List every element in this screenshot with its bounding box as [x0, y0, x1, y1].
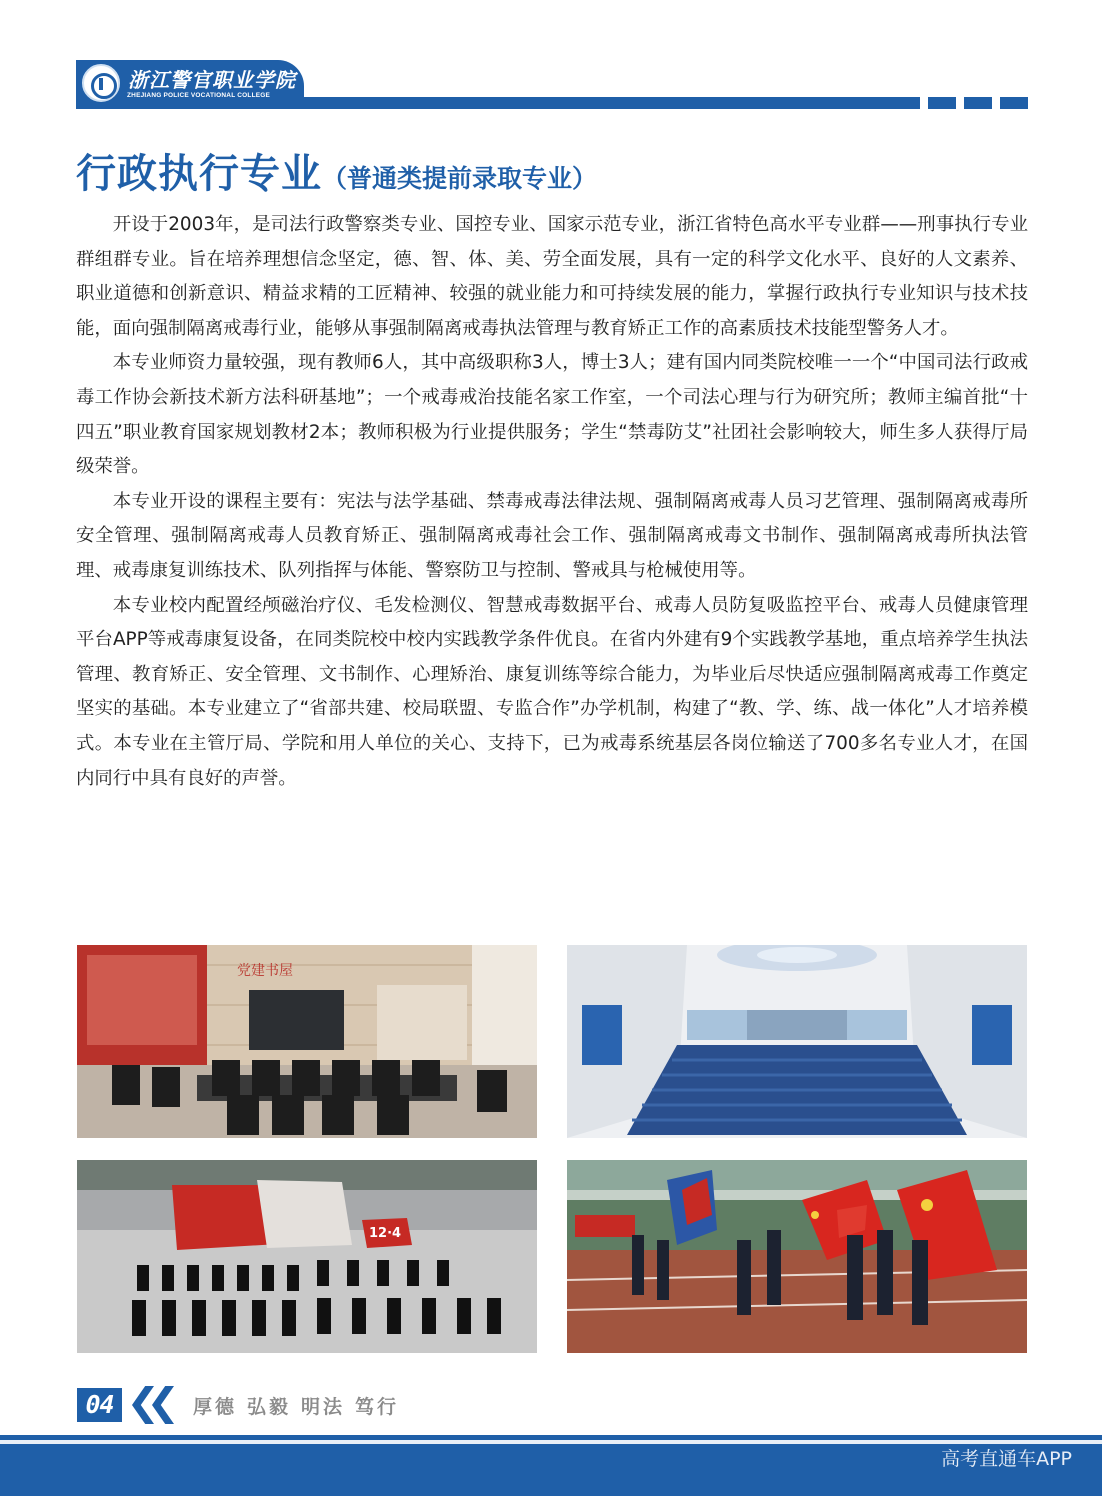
header-square-3: [1000, 97, 1028, 109]
motto-word: 弘毅: [247, 1396, 292, 1418]
photo-flag-procession: [567, 1160, 1027, 1353]
auditorium-illustration: [567, 945, 1027, 1138]
photo-flag-ceremony: [77, 1160, 537, 1353]
party-room-sign: 党建书屋: [237, 963, 293, 979]
ceremony-board-text: 12·4: [369, 1226, 402, 1241]
school-motto: [193, 1392, 409, 1419]
paragraph-courses: 本专业开设的课程主要有：宪法与法学基础、禁毒戒毒法律法规、强制隔离戒毒人员习艺管理、强制隔离戒毒所安全管理、强制隔离戒毒人员教育矫正、强制隔离戒毒社会工作、强制隔离戒毒文书制作、强制隔离戒毒所执法管理、戒毒康复训练技术、队列指挥与体能、警察防卫与控制、警戒具与枪械使用等。: [76, 490, 1028, 581]
college-name-en: ZHEJIANG POLICE VOCATIONAL COLLEGE: [127, 92, 271, 99]
watermark: 高考直通车APP: [941, 1448, 1072, 1470]
paragraph-faculty: 本专业师资力量较强，现有教师6人，其中高级职称3人，博士3人；建有国内同类院校唯一一个“中国司法行政戒毒工作协会新技术新方法科研基地”；一个戒毒戒治技能名家工作室，一个司法心理与行为研究所；教师主编首批“十四五”职业教育国家规划教材2本；教师积极为行业提供服务；学生“禁毒防艾”社团社会影响较大，师生多人获得厅局级荣誉。: [76, 352, 1028, 478]
header-square-1: [928, 97, 956, 109]
reading-room-illustration: [77, 945, 537, 1138]
page-number: 04: [77, 1388, 122, 1422]
flag-ceremony-illustration: [77, 1160, 537, 1353]
motto-word: 厚德: [193, 1396, 238, 1418]
chevron-left-icon: [132, 1386, 154, 1424]
paragraph-intro: 开设于2003年，是司法行政警察类专业、国控专业、国家示范专业，浙江省特色高水平专业群——刑事执行专业群组群专业。旨在培养理想信念坚定，德、智、体、美、劳全面发展，具有一定的科学文化水平、良好的人文素养、职业道德和创新意识、精益求精的工匠精神、较强的就业能力和可持续发展的能力，掌握行政执行专业知识与技术技能，面向强制隔离戒毒行业，能够从事强制隔离戒毒执法管理与教育矫正工作的高素质技术技能型警务人才。: [76, 214, 1028, 339]
page-title: [76, 142, 597, 199]
photo-auditorium: [567, 945, 1027, 1138]
photo-party-reading-room: [77, 945, 537, 1138]
footer-band: [0, 1444, 1102, 1496]
college-emblem-icon: [82, 64, 120, 102]
flag-procession-illustration: [567, 1160, 1027, 1353]
motto-word: 笃行: [355, 1396, 400, 1418]
title-subtitle: （普通类提前录取专业）: [322, 164, 598, 193]
motto-word: 明法: [301, 1396, 346, 1418]
title-main: 行政执行专业: [76, 151, 322, 197]
paragraph-facilities: 本专业校内配置经颅磁治疗仪、毛发检测仪、智慧戒毒数据平台、戒毒人员防复吸监控平台、戒毒人员健康管理平台APP等戒毒康复设备，在同类院校中校内实践教学条件优良。在省内外建有9个实践教学基地，重点培养学生执法管理、教育矫正、安全管理、文书制作、心理矫治、康复训练等综合能力，为毕业后尽快适应强制隔离戒毒工作奠定坚实的基础。本专业建立了“省部共建、校局联盟、专监合作”办学机制，构建了“教、学、练、战一体化”人才培养模式。本专业在主管厅局、学院和用人单位的关心、支持下，已为戒毒系统基层各岗位输送了700多名专业人才，在国内同行中具有良好的声誉。: [76, 594, 1028, 789]
chevron-left-icon: [152, 1386, 174, 1424]
body-text: [76, 208, 1028, 796]
college-name-cn: 浙江警官职业学院: [128, 68, 296, 92]
header-square-2: [964, 97, 992, 109]
